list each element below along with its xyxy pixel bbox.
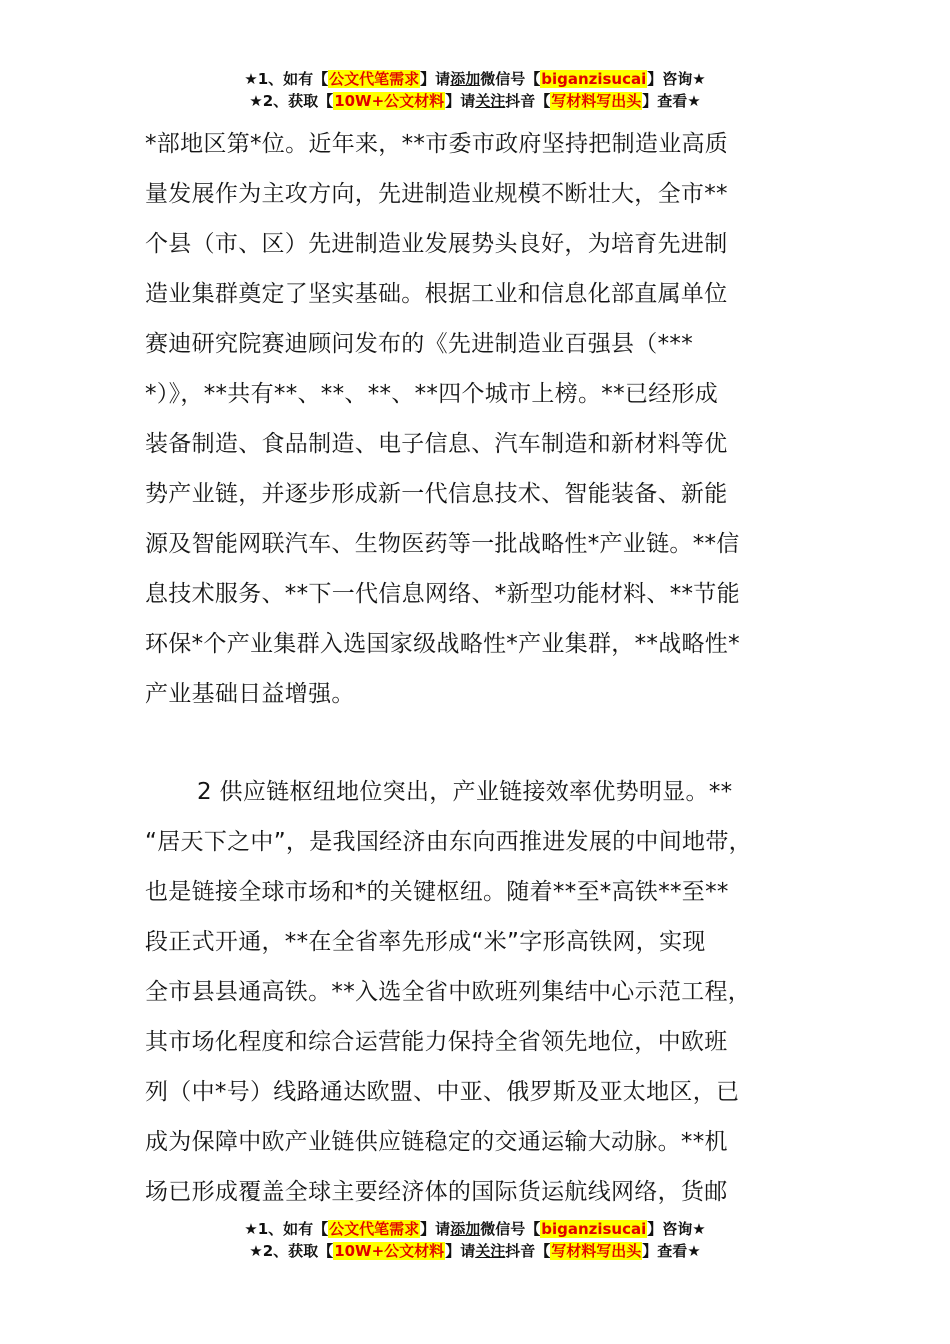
section-heading-line: 2 供应链枢纽地位突出，产业链接效率优势明显。** — [197, 779, 733, 805]
text-line: 个县（市、区）先进制造业发展势头良好，为培育先进制 — [145, 231, 728, 257]
text-line: 装备制造、食品制造、电子信息、汽车制造和新材料等优 — [145, 431, 728, 457]
banner-text: 抖音【 — [505, 1242, 551, 1260]
underlined-word: 添加 — [450, 1220, 481, 1238]
banner-line-2 — [0, 90, 950, 112]
highlight-wechat-id: biganzisucai — [541, 70, 647, 88]
text-line: 势产业链，并逐步形成新一代信息技术、智能装备、新能 — [145, 481, 728, 507]
banner-text: 】咨询★ — [647, 1220, 706, 1238]
text-line: 赛迪研究院赛迪顾问发布的《先进制造业百强县（*** — [145, 331, 693, 357]
highlight-account: 写材料写出头 — [551, 92, 642, 110]
banner-text: 】请 — [420, 70, 451, 88]
banner-text: ★1、如有【 — [244, 70, 329, 88]
text-line: 量发展作为主攻方向，先进制造业规模不断壮大，全市** — [145, 181, 728, 207]
text-line: 也是链接全球市场和*的关键枢纽。随着**至*高铁**至** — [145, 879, 729, 905]
banner-text: 】咨询★ — [647, 70, 706, 88]
banner-text: ★2、获取【 — [249, 92, 334, 110]
banner-text: 抖音【 — [505, 92, 551, 110]
highlight-service: 公文代笔需求 — [329, 70, 420, 88]
banner-text: ★2、获取【 — [249, 1242, 334, 1260]
banner-text: 微信号【 — [480, 1220, 541, 1238]
banner-text: 】请 — [445, 1242, 476, 1260]
header-banner — [0, 68, 950, 112]
text-line: 段正式开通，**在全省率先形成“米”字形高铁网，实现 — [145, 929, 706, 955]
text-line: 产业基础日益增强。 — [145, 681, 355, 707]
highlight-materials: 10W+公文材料 — [334, 1242, 445, 1260]
banner-text: 】请 — [420, 1220, 451, 1238]
body-paragraph-2 — [145, 767, 825, 1217]
highlight-account: 写材料写出头 — [551, 1242, 642, 1260]
text-line: 息技术服务、**下一代信息网络、*新型功能材料、**节能 — [145, 581, 740, 607]
underlined-word: 关注 — [475, 92, 506, 110]
text-line: *部地区第*位。近年来，**市委市政府坚持把制造业高质 — [145, 131, 729, 157]
text-line: 场已形成覆盖全球主要经济体的国际货运航线网络，货邮 — [145, 1179, 728, 1205]
text-line: “居天下之中”，是我国经济由东向西推进发展的中间地带， — [145, 829, 752, 855]
text-line: 造业集群奠定了坚实基础。根据工业和信息化部直属单位 — [145, 281, 728, 307]
text-line: 其市场化程度和综合运营能力保持全省领先地位，中欧班 — [145, 1029, 728, 1055]
banner-line-2 — [0, 1240, 950, 1262]
banner-text: 】查看★ — [642, 1242, 701, 1260]
highlight-materials: 10W+公文材料 — [334, 92, 445, 110]
text-line: 成为保障中欧产业链供应链稳定的交通运输大动脉。**机 — [145, 1129, 728, 1155]
underlined-word: 关注 — [475, 1242, 506, 1260]
underlined-word: 添加 — [450, 70, 481, 88]
text-line: 列（中*号）线路通达欧盟、中亚、俄罗斯及亚太地区，已 — [145, 1079, 740, 1105]
text-line: 全市县县通高铁。**入选全省中欧班列集结中心示范工程， — [145, 979, 752, 1005]
banner-line-1 — [0, 68, 950, 90]
text-line: 环保*个产业集群入选国家级战略性*产业集群，**战略性* — [145, 631, 740, 657]
banner-text: 】请 — [445, 92, 476, 110]
banner-text: ★1、如有【 — [244, 1220, 329, 1238]
footer-banner — [0, 1218, 950, 1262]
banner-text: 微信号【 — [480, 70, 541, 88]
text-line: 源及智能网联汽车、生物医药等一批战略性*产业链。**信 — [145, 531, 740, 557]
text-line: *）》，**共有**、**、**、**四个城市上榜。**已经形成 — [145, 381, 719, 407]
banner-line-1 — [0, 1218, 950, 1240]
highlight-wechat-id: biganzisucai — [541, 1220, 647, 1238]
highlight-service: 公文代笔需求 — [329, 1220, 420, 1238]
body-paragraph-1 — [145, 119, 825, 719]
banner-text: 】查看★ — [642, 92, 701, 110]
